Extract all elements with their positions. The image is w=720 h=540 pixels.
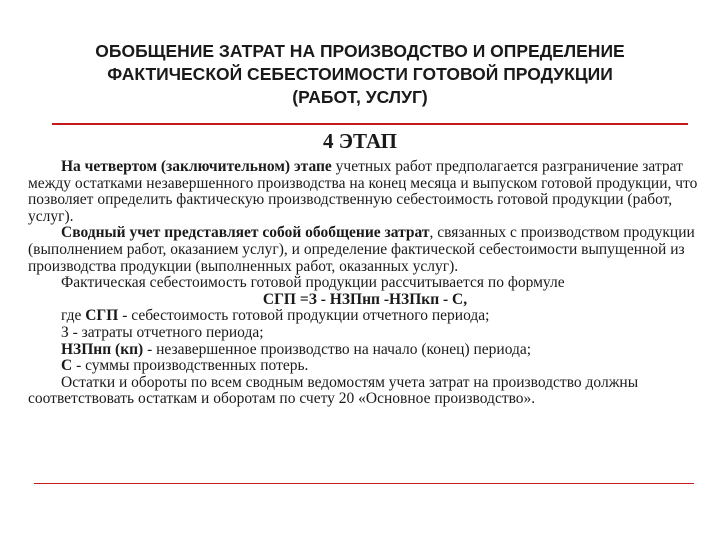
paragraph-1-text: учетных работ предполагается разграничение затрат между остатками незавершенного производства на конец месяца и выпуском готовой продукции, что позволяет определить фактическую производственную себестоимость готовой продукции (работ, услуг). — [28, 158, 698, 225]
definition-sgp-prefix: где — [61, 307, 86, 325]
title-line-2: ФАКТИЧЕСКОЙ СЕБЕСТОИМОСТИ ГОТОВОЙ ПРОДУКЦИИ — [107, 64, 613, 84]
paragraph-1 — [28, 159, 702, 225]
title-divider — [52, 123, 688, 125]
paragraph-2 — [28, 225, 702, 275]
paragraph-1-lead: На четвертом (заключительном) этапе — [61, 158, 332, 175]
title-line-1: ОБОБЩЕНИЕ ЗАТРАТ НА ПРОИЗВОДСТВО И ОПРЕДЕЛЕНИЕ — [95, 41, 625, 61]
definition-nzp-term: НЗПнп (кп) — [61, 340, 144, 358]
title-line-3: (РАБОТ, УСЛУГ) — [292, 87, 428, 107]
formula-text: СГП =З - НЗПнп -НЗПкп - С, — [262, 290, 468, 308]
definition-sgp — [28, 308, 702, 325]
definition-nzp-text: - незавершенное производство на начало (конец) периода; — [143, 340, 532, 358]
stage-heading: 4 ЭТАП — [323, 129, 397, 153]
definition-sgp-text: - себестоимость готовой продукции отчетного периода; — [118, 307, 490, 325]
bottom-divider — [34, 483, 694, 484]
definition-c-text: - суммы производственных потерь. — [72, 357, 309, 375]
slide-body — [28, 159, 702, 408]
paragraph-2-lead: Сводный учет представляет собой обобщение затрат — [61, 224, 430, 242]
formula — [28, 292, 702, 309]
paragraph-4: Остатки и обороты по всем сводным ведомостям учета затрат на производство должны соответствовать остаткам и оборотам по счету 20 «Основное производство». — [28, 373, 639, 408]
definition-c — [28, 358, 702, 375]
definition-nzp — [28, 342, 702, 359]
definition-sgp-term: СГП — [85, 307, 119, 325]
definition-z: З - затраты отчетного периода; — [61, 323, 264, 341]
paragraph-3: Фактическая себестоимость готовой продукции рассчитывается по формуле — [61, 274, 565, 292]
paragraph-2-text: , связанных с производством продукции (выполнением работ, оказанием услуг), и определение фактической себестоимости выпущенной из производства продукции (выполненных работ, оказанных услуг). — [28, 224, 695, 275]
slide-title — [30, 40, 690, 109]
definition-c-term: С — [61, 357, 73, 375]
